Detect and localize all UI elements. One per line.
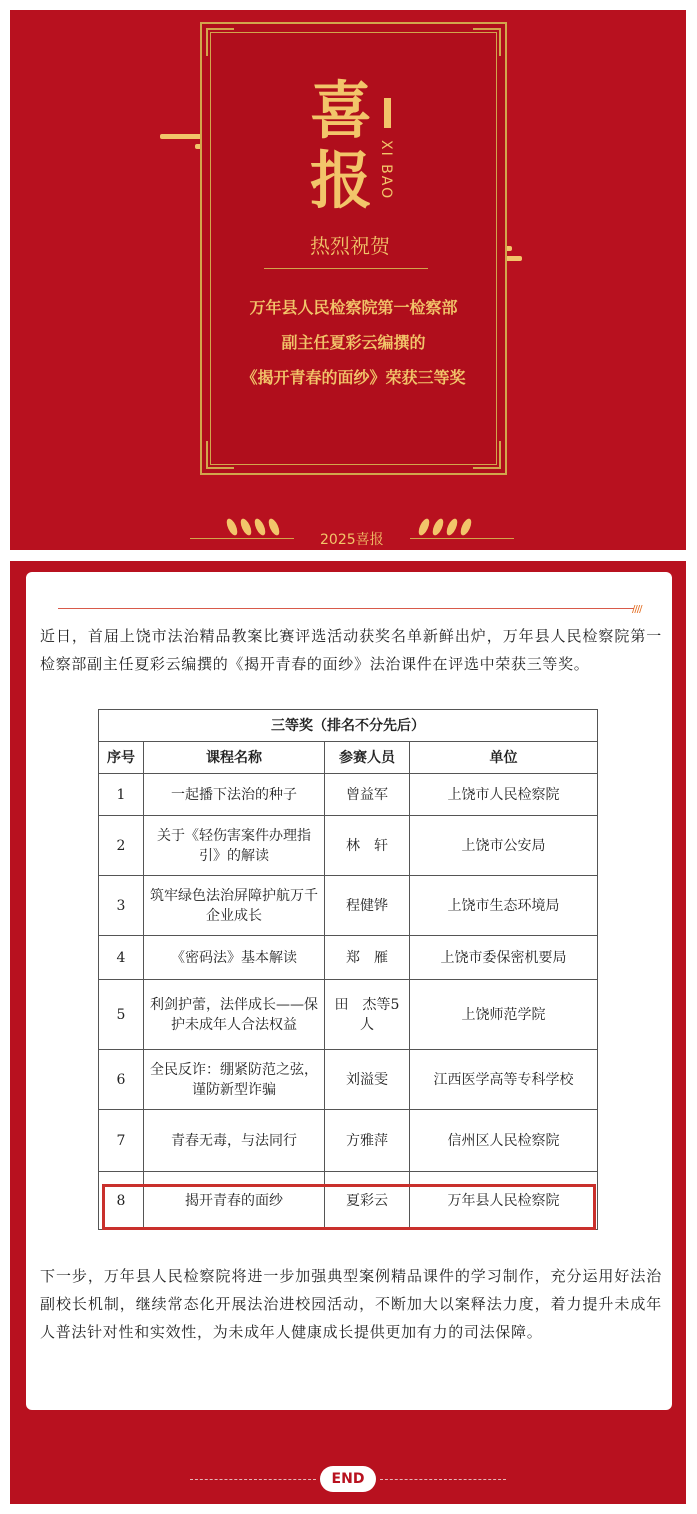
headline-line-1: 万年县人民检察院第一检察部	[249, 298, 458, 317]
cell-unit: 上饶市生态环境局	[410, 876, 598, 936]
cell-unit: 上饶市公安局	[410, 816, 598, 876]
frame-corner	[206, 28, 234, 56]
headline-line-2: 副主任夏彩云编撰的	[281, 333, 426, 352]
header-course: 课程名称	[144, 742, 325, 774]
table-row	[99, 980, 598, 1050]
cell-no: 2	[99, 816, 144, 876]
awards-table	[98, 709, 598, 1230]
table-row	[99, 1050, 598, 1110]
cell-no: 8	[99, 1172, 144, 1230]
cell-person: 方雅萍	[325, 1110, 410, 1172]
divider	[58, 608, 634, 609]
header-person: 参赛人员	[325, 742, 410, 774]
headline-line-3: 《揭开青春的面纱》荣获三等奖	[241, 368, 466, 387]
cell-no: 6	[99, 1050, 144, 1110]
footer-label: 2025喜报	[320, 532, 384, 548]
cell-no: 7	[99, 1110, 144, 1172]
highlight-box	[102, 1184, 596, 1230]
cell-unit: 上饶市人民检察院	[410, 774, 598, 816]
title-char-bao: 报	[310, 144, 373, 217]
cell-unit: 江西医学高等专科学校	[410, 1050, 598, 1110]
table-row	[99, 816, 598, 876]
frame-corner	[473, 441, 501, 469]
congrats-label: 热烈祝贺	[310, 234, 390, 258]
cell-course: 利剑护蕾，法伴成长——保护未成年人合法权益	[144, 980, 325, 1050]
cell-course: 青春无毒，与法同行	[144, 1110, 325, 1172]
stripes-icon: ////	[632, 604, 642, 615]
header-no: 序号	[99, 742, 144, 774]
cell-person: 曾益军	[325, 774, 410, 816]
pinyin-label: XI BAO	[378, 140, 394, 201]
cell-unit: 万年县人民检察院	[410, 1172, 598, 1230]
title-char-xi: 喜	[310, 74, 373, 147]
cell-no: 5	[99, 980, 144, 1050]
article-card	[26, 572, 672, 1410]
cell-person: 刘溢雯	[325, 1050, 410, 1110]
table-row	[99, 936, 598, 980]
end-badge: END	[320, 1466, 376, 1492]
frame-corner	[473, 28, 501, 56]
wheat-right-icon	[417, 517, 474, 537]
cell-unit: 信州区人民检察院	[410, 1110, 598, 1172]
wheat-left-icon	[225, 517, 282, 537]
cell-person: 田 杰等5人	[325, 980, 410, 1050]
cell-course: 全民反诈：绷紧防范之弦，谨防新型诈骗	[144, 1050, 325, 1110]
cell-person: 郑 雁	[325, 936, 410, 980]
closing-paragraph: 下一步，万年县人民检察院将进一步加强典型案例精品课件的学习制作，充分运用好法治副校长机制，继续常态化开展法治进校园活动，不断加大以案释法力度，着力提升未成年人普法针对性和实效性，为未成年人健康成长提供更加有力的司法保障。	[40, 1267, 662, 1341]
cell-unit: 上饶市委保密机要局	[410, 936, 598, 980]
footer-rule-left	[190, 538, 294, 539]
cell-no: 1	[99, 774, 144, 816]
cell-person: 林 轩	[325, 816, 410, 876]
poster-panel	[10, 10, 686, 550]
cell-course: 一起播下法治的种子	[144, 774, 325, 816]
cell-unit: 上饶师范学院	[410, 980, 598, 1050]
cell-course: 关于《轻伤害案件办理指引》的解读	[144, 816, 325, 876]
intro-paragraph: 近日，首届上饶市法治精品教案比赛评选活动获奖名单新鲜出炉，万年县人民检察院第一检察部副主任夏彩云编撰的《揭开青春的面纱》法治课件在评选中荣获三等奖。	[40, 627, 662, 673]
table-row	[99, 1110, 598, 1172]
header-unit: 单位	[410, 742, 598, 774]
cell-person: 夏彩云	[325, 1172, 410, 1230]
title-accent-bar	[384, 98, 391, 128]
cell-person: 程健铧	[325, 876, 410, 936]
footer-rule-right	[410, 538, 514, 539]
end-rule-left	[190, 1479, 316, 1480]
cell-no: 3	[99, 876, 144, 936]
cell-course: 《密码法》基本解读	[144, 936, 325, 980]
table-row	[99, 774, 598, 816]
table-title: 三等奖（排名不分先后）	[99, 710, 598, 742]
frame-corner	[206, 441, 234, 469]
cell-no: 4	[99, 936, 144, 980]
end-rule-right	[380, 1479, 506, 1480]
cell-course: 筑牢绿色法治屏障护航万千企业成长	[144, 876, 325, 936]
divider	[264, 268, 428, 269]
table-header-row	[99, 742, 598, 774]
cell-course: 揭开青春的面纱	[144, 1172, 325, 1230]
table-row	[99, 876, 598, 936]
